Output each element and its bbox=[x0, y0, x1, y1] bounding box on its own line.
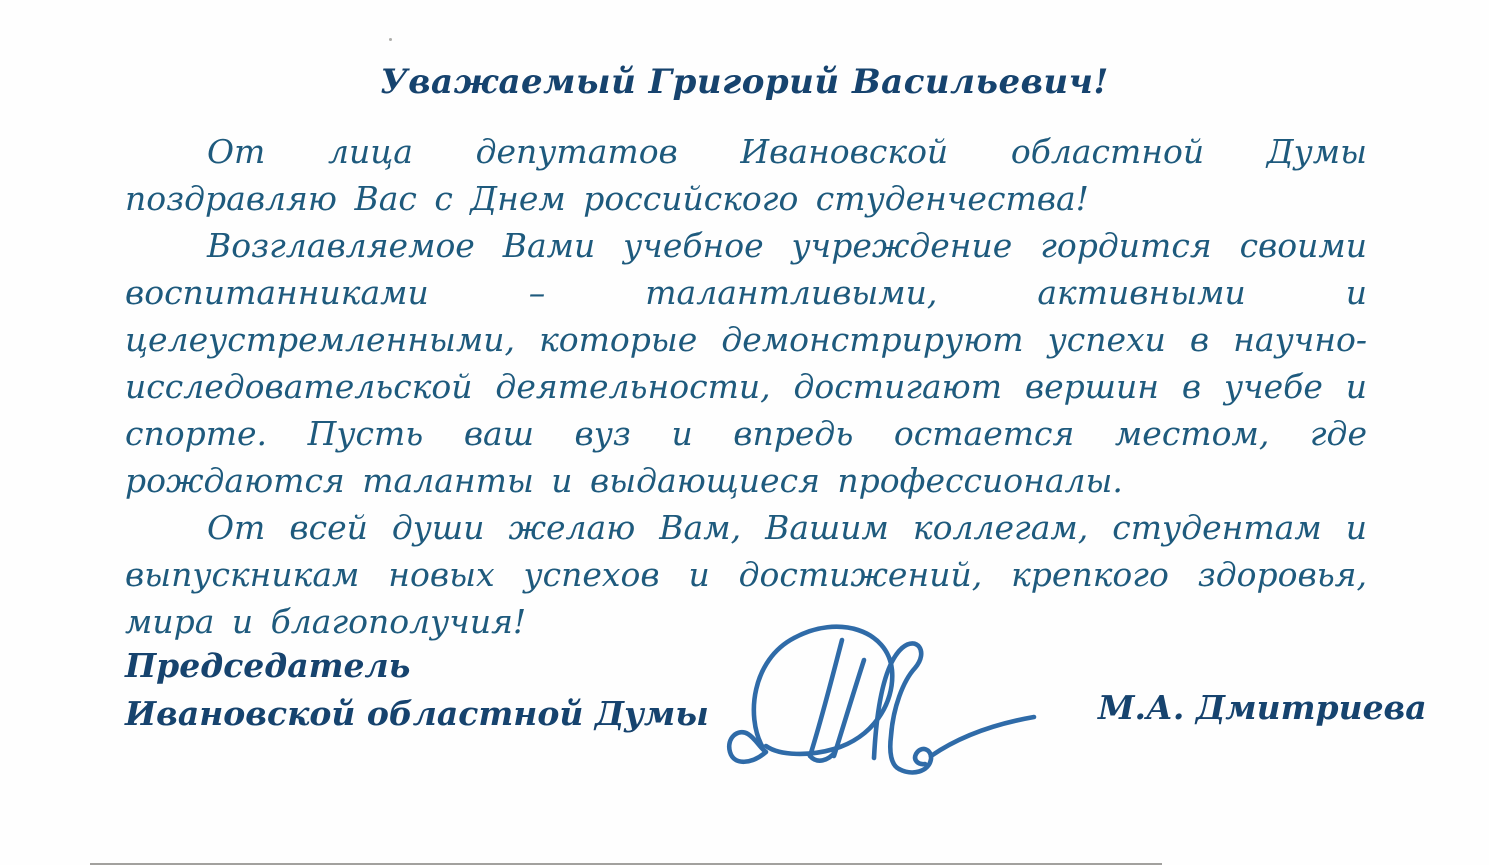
signer-title bbox=[125, 642, 709, 738]
signer-title-line1: Председатель bbox=[125, 646, 411, 685]
handwritten-signature-icon bbox=[722, 606, 1042, 786]
signer-name: М.А. Дмитриева bbox=[1098, 688, 1427, 727]
letter-body bbox=[125, 128, 1367, 645]
letter-paragraph: Возглавляемое Вами учебное учреждение гордится своими воспитанниками – талантливыми, активными и целеустремленными, которые демонстрируют успехи в научно-исследовательской деятельности, достигают вершин в учебе и спорте. Пусть ваш вуз и впредь остается местом, где рождаются таланты и выдающиеся профессионалы. bbox=[125, 226, 1367, 500]
scan-speck bbox=[389, 38, 392, 41]
signature-block bbox=[0, 598, 1489, 818]
letter-paragraph: От всей души желаю Вам, Вашим коллегам, студентам и выпускникам новых успехов и достижений, крепкого здоровья, мира и благополучия! bbox=[125, 508, 1367, 641]
signer-title-line2: Ивановской областной Думы bbox=[125, 694, 709, 733]
letter-paragraph: От лица депутатов Ивановской областной Думы поздравляю Вас с Днем российского студенчества! bbox=[125, 132, 1367, 218]
letter-salutation: Уважаемый Григорий Васильевич! bbox=[380, 62, 1109, 102]
